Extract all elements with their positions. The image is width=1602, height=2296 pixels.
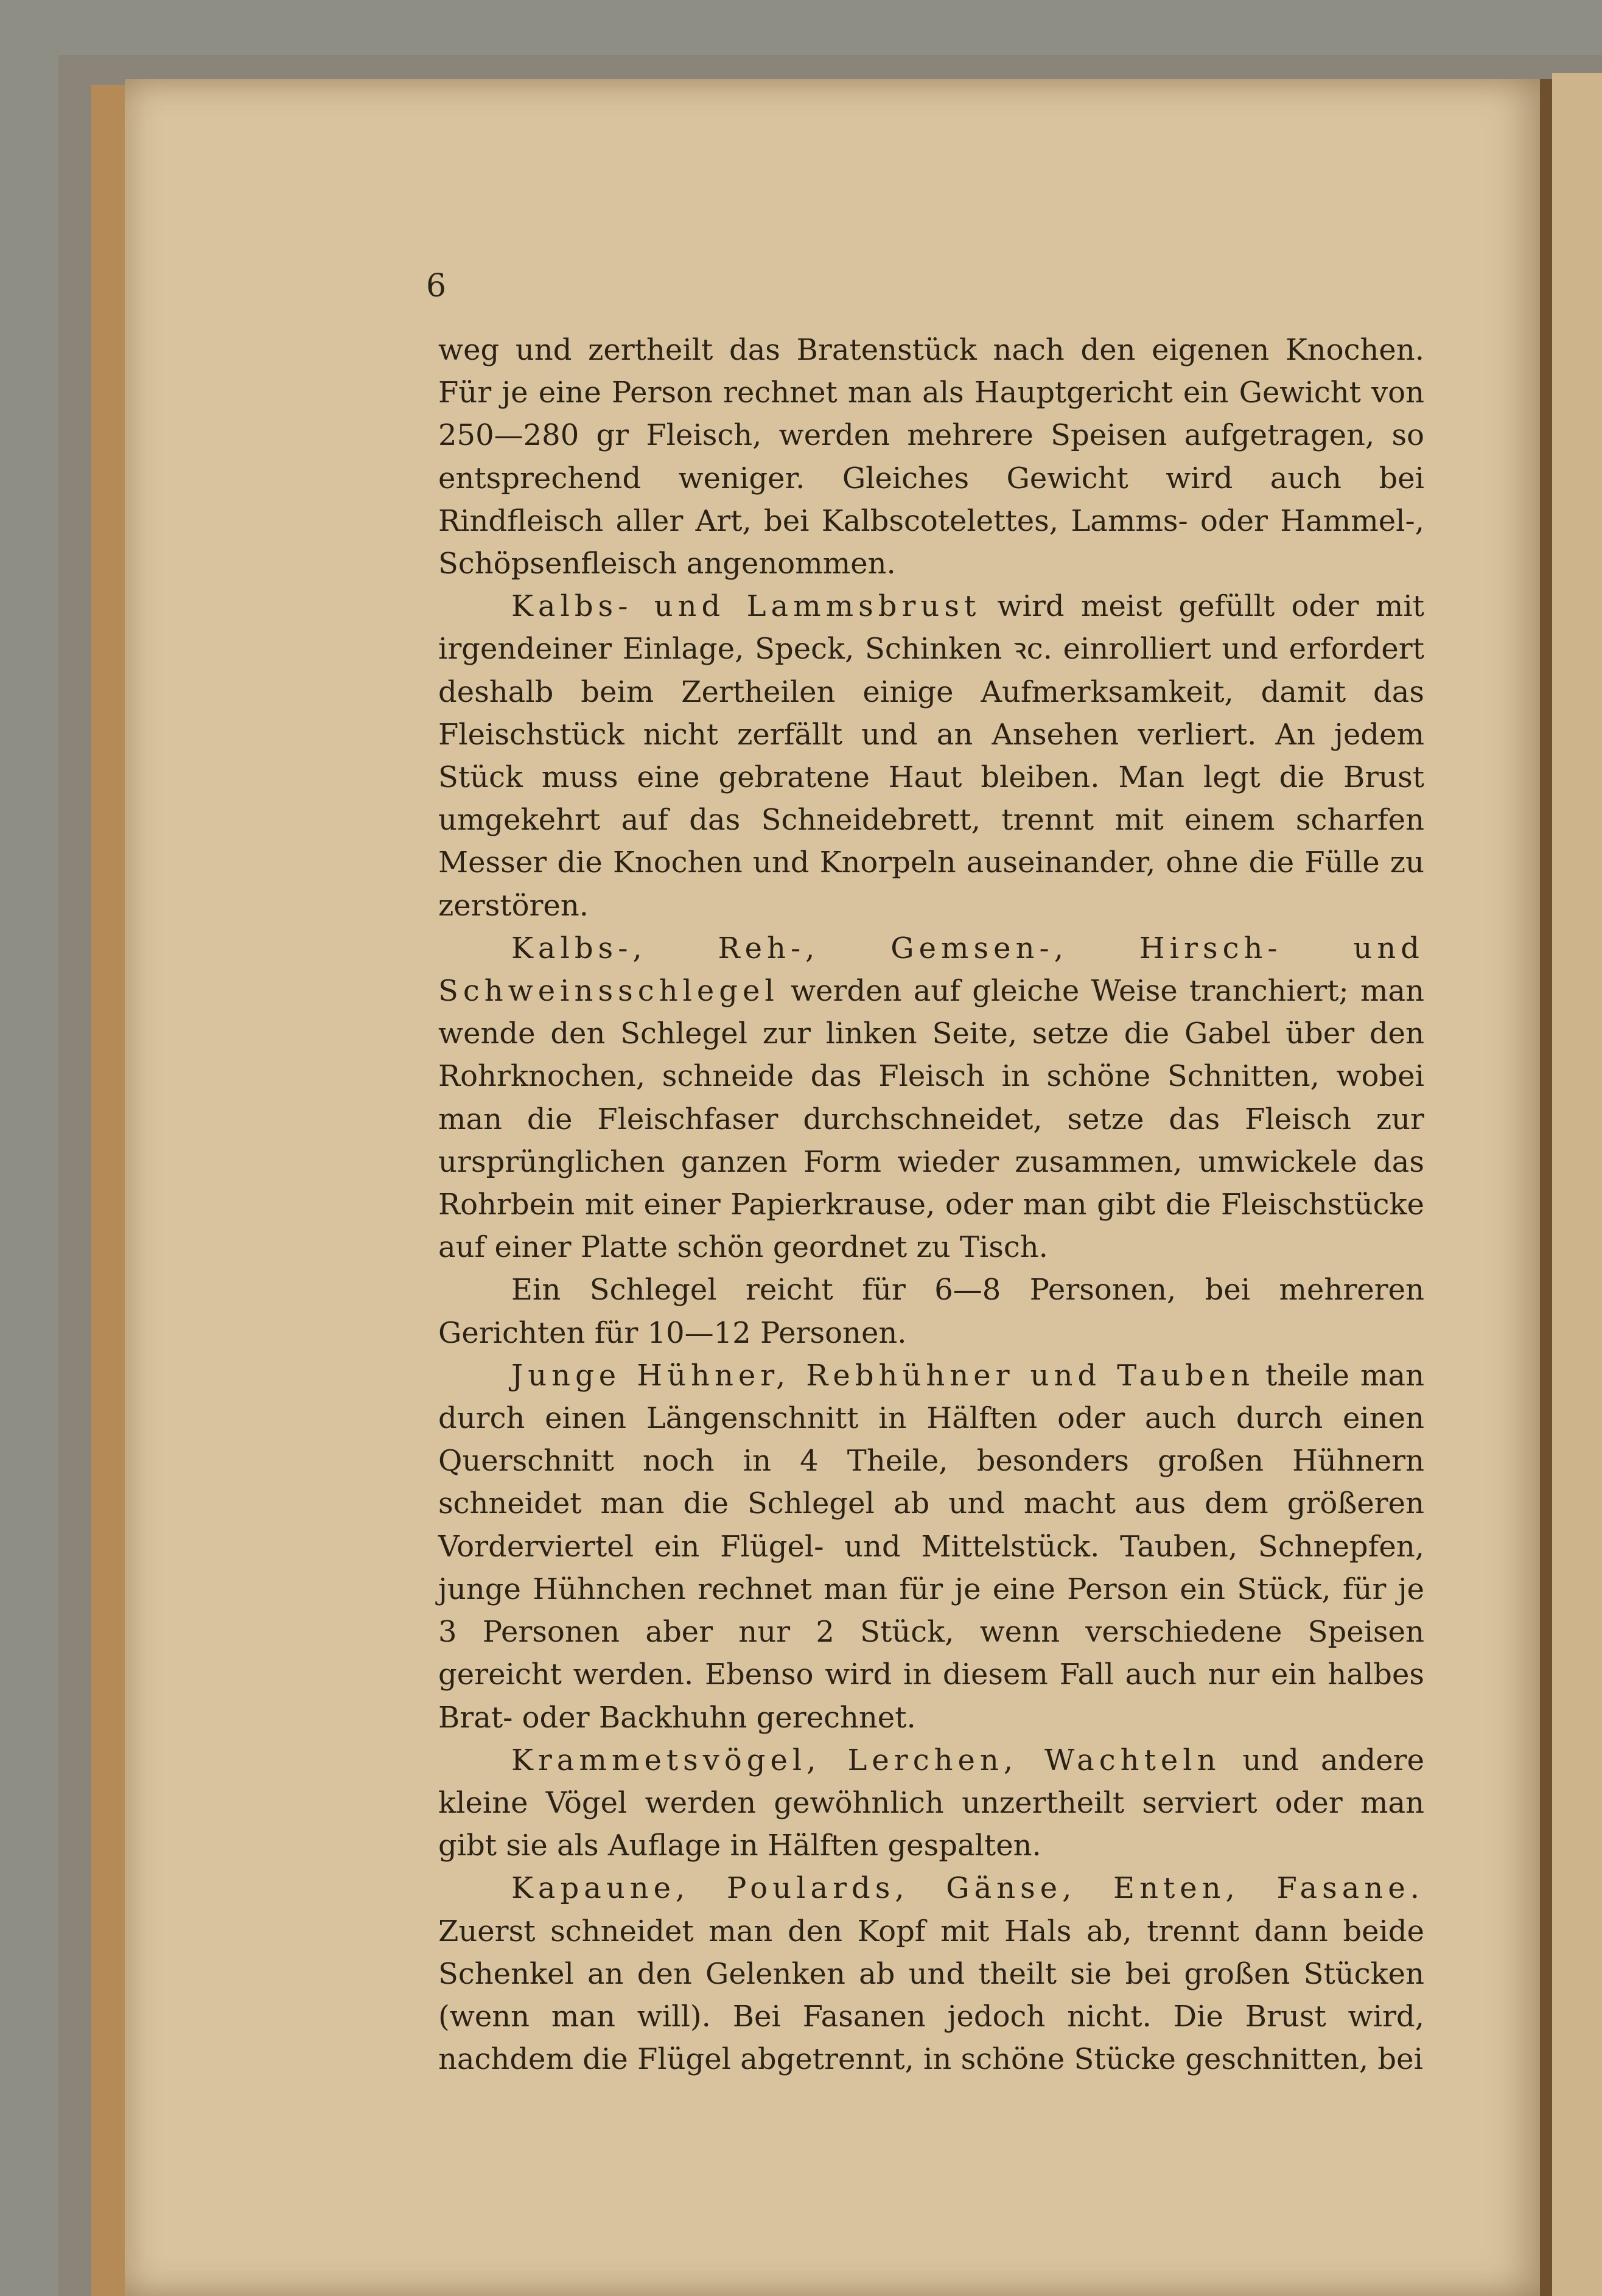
paragraph-text: weg und zertheilt das Bratenstück nach den eigenen Knochen. Für je eine Person rechnet man als Hauptgericht ein Gewicht von 250—280 gr Fleisch, werden mehrere Speisen aufgetragen, so entsprechend weniger. Gleiches Gewicht wird auch bei Rindfleisch aller Art, bei Kalbscotelettes, Lamms- oder Hammel-, Schöpsenfleisch angenommen. [438, 333, 1424, 581]
paragraph [438, 1269, 1424, 1354]
next-page-edge [1552, 73, 1602, 2296]
paragraph [438, 585, 1424, 927]
paragraph-text: wird meist gefüllt oder mit irgendeiner Einlage, Speck, Schinken ꝛc. einrolliert und erfordert deshalb beim Zertheilen einige Aufmerksamkeit, damit das Fleischstück nicht zerfällt und an Ansehen verliert. An jedem Stück muss eine gebratene Haut bleiben. Man legt die Brust umgekehrt auf das Schneidebrett, trennt mit einem scharfen Messer die Knochen und Knorpeln auseinander, ohne die Fülle zu zerstören. [438, 589, 1424, 923]
page-number: 6 [426, 268, 447, 304]
body-text [438, 329, 1424, 2081]
paragraph [438, 1867, 1424, 2081]
spaced-term: Junge Hühner, Rebhühner und Tauben [511, 1358, 1255, 1393]
paragraph [438, 1739, 1424, 1867]
paragraph [438, 927, 1424, 1269]
spaced-term: Kalbs-, Reh-, Gemsen-, Hirsch- und Schweinsschlegel [438, 931, 1424, 1009]
paragraph [438, 1354, 1424, 1739]
paragraph [438, 329, 1424, 585]
paragraph-text: werden auf gleiche Weise tranchiert; man wende den Schlegel zur linken Seite, setze die Gabel über den Rohrknochen, schneide das Fleisch in schöne Schnitten, wobei man die Fleischfaser durchschneidet, setze das Fleisch zur ursprünglichen ganzen Form wieder zusammen, umwickele das Rohrbein mit einer Papierkrause, oder man gibt die Fleischstücke auf einer Platte schön geordnet zu Tisch. [438, 974, 1424, 1265]
paragraph-text: theile man durch einen Längenschnitt in Hälften oder auch durch einen Querschnitt noch in 4 Theile, besonders großen Hühnern schneidet man die Schlegel ab und macht aus dem größeren Vorderviertel ein Flügel- und Mittelstück. Tauben, Schnepfen, junge Hühnchen rechnet man für je eine Person ein Stück, für je 3 Personen aber nur 2 Stück, wenn verschiedene Speisen gereicht werden. Ebenso wird in diesem Fall auch nur ein halbes Brat- oder Backhuhn gerechnet. [438, 1358, 1425, 1735]
spaced-term: Kalbs- und Lammsbrust [511, 589, 981, 624]
paragraph-text: Zuerst schneidet man den Kopf mit Hals ab, trennt dann beide Schenkel an den Gelenken ab und theilt sie bei großen Stücken (wenn man will). Bei Fasanen jedoch nicht. Die Brust wird, nachdem die Flügel abgetrennt, in schöne Stücke geschnitten, bei [438, 1914, 1424, 2077]
spaced-term: Kapaune, Poulards, Gänse, Enten, Fasane. [511, 1871, 1424, 1906]
paragraph-text: Ein Schlegel reicht für 6—8 Personen, bei mehreren Gerichten für 10—12 Personen. [438, 1273, 1424, 1350]
spaced-term: Krammetsvögel, Lerchen, Wachteln [511, 1743, 1221, 1777]
paragraph-text: und andere kleine Vögel werden gewöhnlich unzertheilt serviert oder man gibt sie als Auflage in Hälften gespalten. [438, 1743, 1424, 1863]
